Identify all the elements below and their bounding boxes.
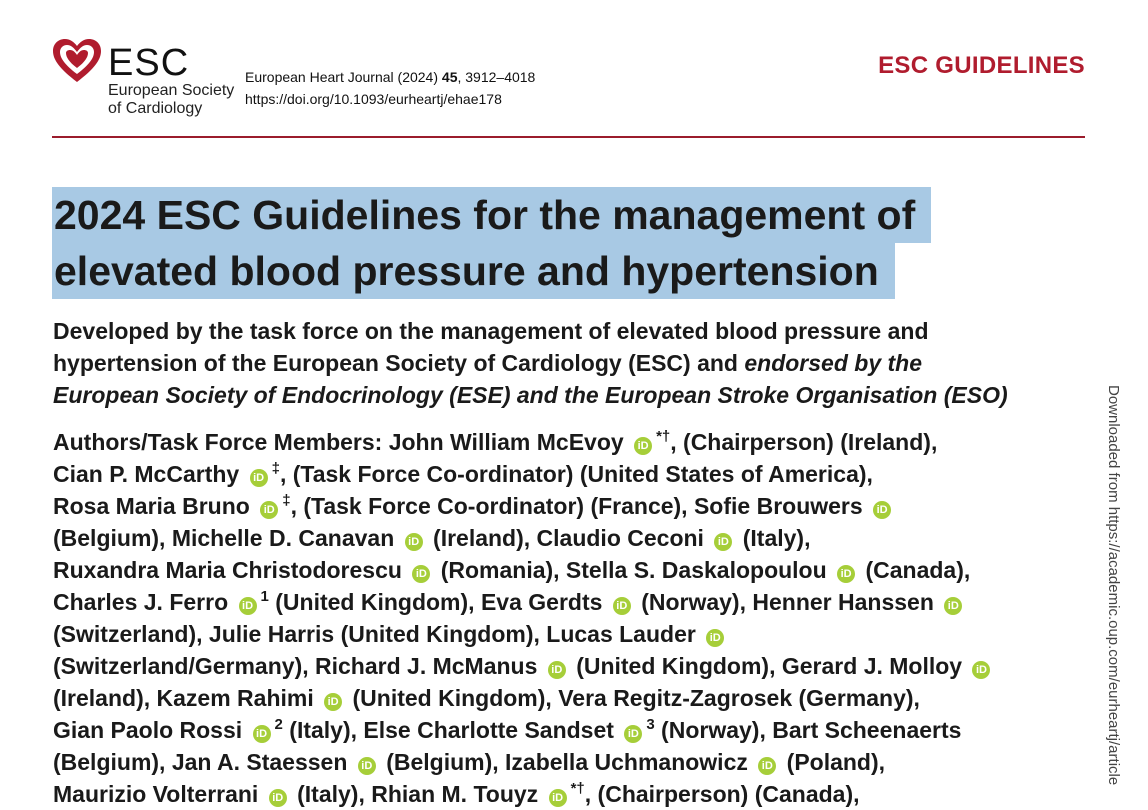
- author-text: Authors/Task Force Members: John William McEvoy: [53, 429, 624, 455]
- author-text: (Switzerland/Germany), Richard J. McManus: [53, 653, 538, 679]
- orcid-icon[interactable]: iD: [358, 757, 376, 775]
- logo-wordmark: ESC: [108, 42, 190, 84]
- author-text: (Switzerland), Julie Harris (United Kingdom), Lucas Lauder: [53, 621, 696, 647]
- orcid-icon[interactable]: iD: [250, 469, 268, 487]
- orcid-icon[interactable]: iD: [260, 501, 278, 519]
- author-text: Gian Paolo Rossi: [53, 717, 243, 743]
- orcid-icon[interactable]: iD: [405, 533, 423, 551]
- author-text: (Canada),: [865, 557, 971, 583]
- orcid-icon[interactable]: iD: [613, 597, 631, 615]
- orcid-icon[interactable]: iD: [758, 757, 776, 775]
- author-text: , (Task Force Co-ordinator) (France), Sofie Brouwers: [290, 493, 863, 519]
- author-list: [53, 426, 1093, 810]
- author-footnote-mark: *†: [656, 428, 671, 445]
- orcid-icon[interactable]: iD: [873, 501, 891, 519]
- author-footnote-mark: ‡: [271, 460, 280, 477]
- author-text: (United Kingdom), Eva Gerdts: [275, 589, 603, 615]
- author-line-1: [53, 426, 1093, 458]
- author-text: (Belgium), Izabella Uchmanowicz: [386, 749, 748, 775]
- author-text: (Ireland), Kazem Rahimi: [53, 685, 314, 711]
- logo-org-line1: European Society: [108, 82, 235, 99]
- author-text: (Romania), Stella S. Daskalopoulou: [440, 557, 827, 583]
- author-text: (United Kingdom), Gerard J. Molloy: [576, 653, 963, 679]
- author-text: (Belgium), Jan A. Staessen: [53, 749, 348, 775]
- author-line-2: [53, 458, 1093, 490]
- author-text: (Norway), Henner Hanssen: [641, 589, 934, 615]
- title-line-1: 2024 ESC Guidelines for the management of: [52, 187, 931, 243]
- author-text: (Italy), Rhian M. Touyz: [297, 781, 539, 807]
- author-line-11: [53, 746, 1093, 778]
- author-line-5: [53, 554, 1093, 586]
- author-text: Cian P. McCarthy: [53, 461, 240, 487]
- author-text: , (Chairperson) (Canada),: [584, 781, 860, 807]
- heart-logo-icon: [52, 38, 102, 84]
- orcid-icon[interactable]: iD: [972, 661, 990, 679]
- subtitle-line-2: [53, 347, 1093, 379]
- orcid-icon[interactable]: iD: [624, 725, 642, 743]
- orcid-icon[interactable]: iD: [548, 661, 566, 679]
- journal-pages: , 3912–4018: [457, 69, 536, 85]
- section-tag: ESC GUIDELINES: [878, 52, 1085, 79]
- journal-citation: [245, 66, 535, 110]
- author-footnote-mark: 3: [646, 716, 655, 733]
- orcid-icon[interactable]: iD: [269, 789, 287, 807]
- doi-link[interactable]: https://doi.org/10.1093/eurheartj/ehae178: [245, 91, 502, 107]
- author-text: (Italy), Else Charlotte Sandset: [289, 717, 614, 743]
- author-text: (Italy),: [742, 525, 811, 551]
- author-text: , (Task Force Co-ordinator) (United States of America),: [279, 461, 873, 487]
- author-line-7: [53, 618, 1093, 650]
- subtitle: [53, 315, 1093, 411]
- author-line-9: [53, 682, 1093, 714]
- orcid-icon[interactable]: iD: [837, 565, 855, 583]
- author-text: , (Chairperson) (Ireland),: [670, 429, 938, 455]
- orcid-icon[interactable]: iD: [944, 597, 962, 615]
- author-text: (Ireland), Claudio Ceconi: [433, 525, 704, 551]
- author-text: Charles J. Ferro: [53, 589, 229, 615]
- journal-name: European Heart Journal (2024): [245, 69, 439, 85]
- orcid-icon[interactable]: iD: [239, 597, 257, 615]
- author-text: (Poland),: [786, 749, 886, 775]
- orcid-icon[interactable]: iD: [706, 629, 724, 647]
- orcid-icon[interactable]: iD: [634, 437, 652, 455]
- journal-volume: 45: [441, 69, 458, 85]
- author-line-10: [53, 714, 1093, 746]
- header-divider: [52, 136, 1085, 138]
- subtitle-line-2-italic: endorsed by the: [744, 350, 923, 376]
- orcid-icon[interactable]: iD: [253, 725, 271, 743]
- author-footnote-mark: 1: [260, 588, 269, 605]
- journal-reference: [245, 66, 535, 88]
- author-footnote-mark: 2: [274, 716, 283, 733]
- author-text: Rosa Maria Bruno: [53, 493, 250, 519]
- author-footnote-mark: *†: [570, 780, 585, 797]
- subtitle-line-1: Developed by the task force on the management of elevated blood pressure and: [53, 318, 929, 344]
- logo-org-line2: of Cardiology: [108, 100, 203, 117]
- title-line-2: elevated blood pressure and hypertension: [52, 243, 895, 299]
- subtitle-line-2-text: hypertension of the European Society of Cardiology (ESC) and: [53, 350, 745, 376]
- orcid-icon[interactable]: iD: [549, 789, 567, 807]
- author-text: (Norway), Bart Scheenaerts: [661, 717, 962, 743]
- author-line-4: [53, 522, 1093, 554]
- author-footnote-mark: ‡: [282, 492, 291, 509]
- author-line-6: [53, 586, 1093, 618]
- author-text: Maurizio Volterrani: [53, 781, 259, 807]
- orcid-icon[interactable]: iD: [324, 693, 342, 711]
- author-line-8: [53, 650, 1093, 682]
- orcid-icon[interactable]: iD: [714, 533, 732, 551]
- author-text: Ruxandra Maria Christodorescu: [53, 557, 402, 583]
- author-line-3: [53, 490, 1093, 522]
- orcid-icon[interactable]: iD: [412, 565, 430, 583]
- author-text: (Belgium), Michelle D. Canavan: [53, 525, 395, 551]
- page-title: [52, 187, 931, 299]
- subtitle-line-3-italic: European Society of Endocrinology (ESE) and the European Stroke Organisation (ESO): [53, 382, 1008, 408]
- author-line-12: [53, 778, 1093, 810]
- author-text: (United Kingdom), Vera Regitz-Zagrosek (Germany),: [352, 685, 920, 711]
- subtitle-line-3: [53, 379, 1093, 411]
- logo-organization: [108, 82, 234, 118]
- download-watermark: Downloaded from https://academic.oup.com/eurheartj/article: [1105, 385, 1122, 786]
